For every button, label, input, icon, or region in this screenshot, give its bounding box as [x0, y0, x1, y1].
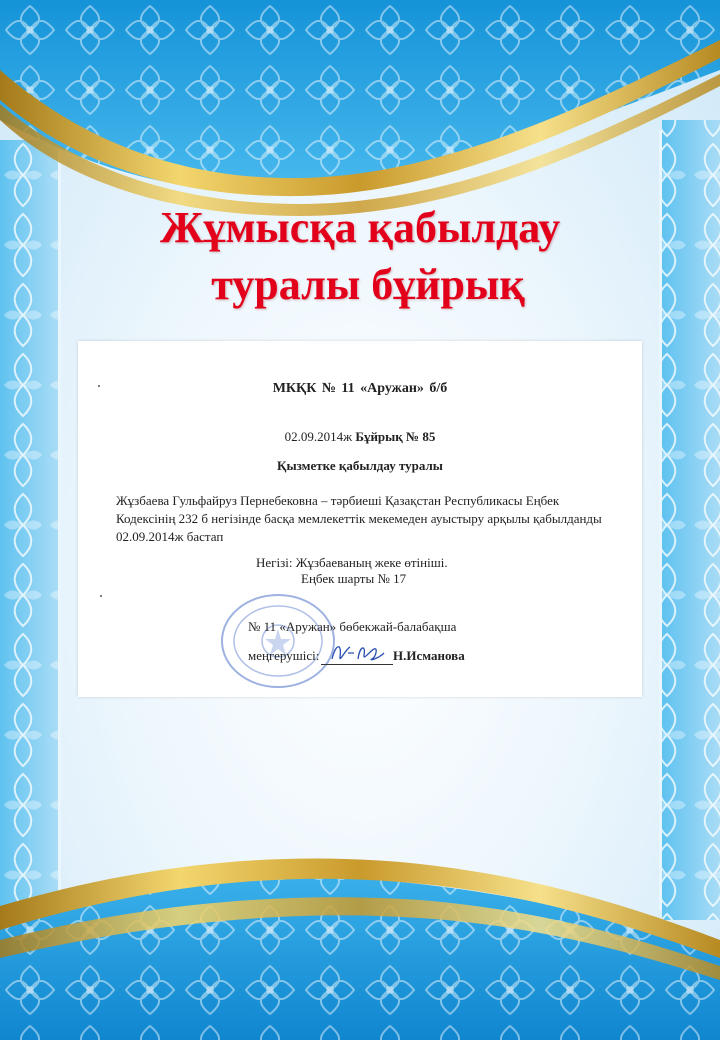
title-line-2: туралы бұйрық	[211, 260, 525, 309]
signature	[328, 639, 388, 667]
head-name: Н.Исманова	[393, 648, 465, 663]
official-stamp	[218, 591, 338, 691]
order-subject: Қызметке қабылдау туралы	[277, 458, 443, 473]
order-basis: Негізі: Жұзбаеваның жеке өтініші.	[256, 555, 448, 570]
scan-dot	[100, 595, 102, 597]
head-label: меңгерушісі:	[248, 648, 320, 663]
order-number: Бұйрық № 85	[355, 429, 436, 444]
order-date-line	[78, 429, 642, 445]
title-line-1: Жұмысқа қабылдау	[159, 203, 561, 252]
order-document	[78, 341, 642, 697]
order-body: Жұзбаева Гульфайруз Пернебековна – тәрбиеші Қазақстан Республикасы Еңбек Кодексінің 232 б негізінде басқа мемлекеттік мекемеден ауыстыру арқылы қабылданды 02.09.2014ж бастап	[116, 493, 602, 544]
organization-name: МКҚК № 11 «Аружан» б/б	[272, 381, 448, 396]
kindergarten-name: № 11 «Аружан» бөбекжай-балабақша	[248, 619, 457, 634]
order-date: 02.09.2014ж	[284, 429, 353, 444]
labor-contract: Еңбек шарты № 17	[301, 571, 407, 586]
